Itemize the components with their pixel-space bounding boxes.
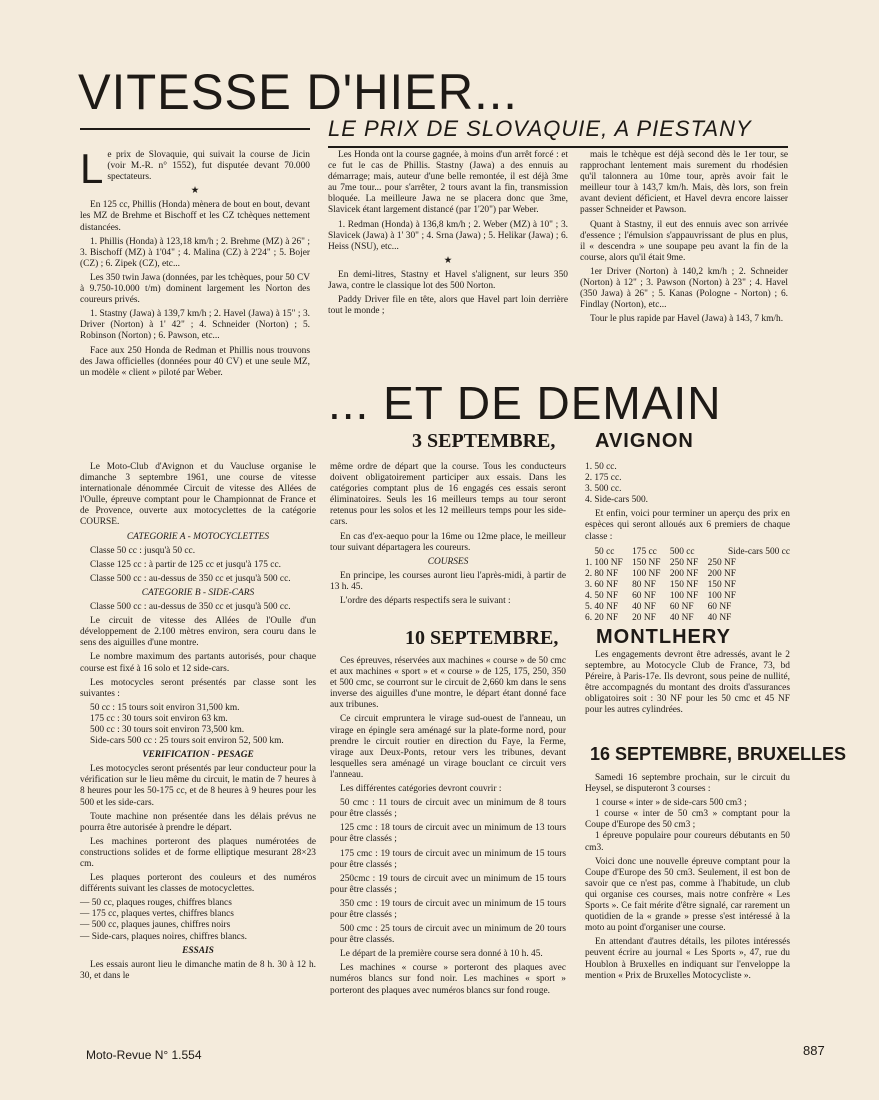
- prize-table: [585, 547, 790, 624]
- paragraph: — 175 cc, plaques vertes, chiffres blancs: [80, 909, 234, 920]
- paragraph: Face aux 250 Honda de Redman et Phillis nous trouvons des Jawa officielles (données pour 40 CV) et une seule MZ, un modèle « client » piloté par Weber.: [80, 345, 310, 378]
- paragraph: Tour le plus rapide par Havel (Jawa) à 143, 7 km/h.: [590, 314, 784, 325]
- dropcap: L: [80, 145, 104, 192]
- table-cell: 4.: [585, 590, 593, 601]
- class-item: 2. 175 cc.: [585, 473, 622, 484]
- paragraph: Ce circuit empruntera le virage sud-ouest de l'anneau, un virage en épingle sera aménagé sur la plate-forme nord, pour prendre le circuit routier en direction du Faye, la Ferme, virage aux Deux-Ponts, retour vers les tribunes, devant lesquelles sera aménagé un virage bouclant ce circuit vers l'anneau.: [330, 714, 566, 780]
- table-cell: 60 NF: [669, 601, 694, 612]
- paragraph: Les machines « course » porteront des plaques avec numéros blancs sur fond noir. Les machines « sport » porteront des plaques avec numéros blancs sur fond rouge.: [330, 963, 566, 996]
- table-cell: 60 NF: [594, 579, 619, 590]
- paragraph: Les plaques porteront des couleurs et des numéros différents suivant les classes de motocyclettes.: [80, 873, 316, 895]
- table-cell: 100 NF: [669, 590, 699, 601]
- table-cell: 150 NF: [669, 579, 699, 590]
- paragraph: Et enfin, voici pour terminer un aperçu des prix en espèces qui seront alloués aux 6 premiers de chaque classe :: [585, 509, 790, 542]
- paragraph: 250cmc : 19 tours de circuit avec un minimum de 15 tours pour être classés ;: [330, 873, 566, 895]
- paragraph: Le départ de la première course sera donné à 10 h. 45.: [340, 949, 543, 960]
- paragraph: Quant à Stastny, il eut des ennuis avec son arrivée d'essence ; l'émulsion s'appauvrissant de plus en plus, il « descendra » une soupape peu avant la fin de la course, alors qu'il était 9me.: [580, 219, 788, 263]
- paragraph: — 50 cc, plaques rouges, chiffres blancs: [80, 898, 232, 909]
- paragraph: 1er Driver (Norton) à 140,2 km/h ; 2. Schneider (Norton) à 12" ; 3. Pawson (Norton) à 23" ; 4. Havel (350 Jawa) à 26" ; 5. Kanas (Pologne - Norton) ; 6. Findlay (Norton), etc...: [580, 266, 788, 311]
- paragraph: 1. Stastny (Jawa) à 139,7 km/h ; 2. Havel (Jawa) à 15" ; 3. Driver (Norton) à 1' 42" ; 4. Schneider (Norton) ; 5. Robinson (Norton) ; 6. Pawson, etc...: [80, 309, 310, 342]
- table-cell: 1.: [585, 557, 593, 568]
- avignon-col-2: [330, 462, 566, 610]
- table-cell: 250 NF: [669, 557, 699, 568]
- paragraph: 1. Phillis (Honda) à 123,18 km/h ; 2. Brehme (MZ) à 26" ; 3. Bischoff (MZ) à 1'04" ; 4. Malina (CZ) à 2'24" ; 5. Bojer (CZ) ; 6. Zipek (CZ), etc...: [80, 236, 310, 269]
- paragraph: 350 cmc : 19 tours de circuit avec un minimum de 15 tours pour être classés ;: [330, 898, 566, 920]
- category-b-heading: CATEGORIE B - SIDE-CARS: [141, 587, 255, 598]
- table-row: [585, 602, 790, 613]
- paragraph: Les machines porteront des plaques numérotées de constructions solides et de forme elliptique mesurant 28×23 cm.: [80, 836, 316, 869]
- table-cell: 2.: [585, 568, 593, 579]
- paragraph: Paddy Driver file en tête, alors que Havel part loin derrière tout le monde ;: [328, 295, 568, 317]
- table-cell: 20 NF: [632, 612, 656, 623]
- table-row: [585, 580, 790, 591]
- paragraph: Les différentes catégories devront couvrir :: [340, 784, 502, 795]
- paragraph: — Side-cars, plaques noires, chiffres blancs.: [80, 931, 247, 942]
- paragraph: Le circuit de vitesse des Allées de l'Oulle d'un développement de 2.100 mètres environ, sera couru dans le sens des aiguilles d'une montre.: [80, 616, 316, 649]
- table-cell: 6.: [585, 612, 593, 623]
- paragraph: — 500 cc, plaques jaunes, chiffres noirs: [80, 920, 231, 931]
- table-cell: 250 NF: [707, 557, 736, 568]
- headline-demain: ... ET DE DEMAIN: [328, 377, 722, 429]
- paragraph: Classe 500 cc : au-dessus de 350 cc et jusqu'à 500 cc.: [90, 573, 291, 584]
- paragraph: Classe 500 cc : au-dessus de 350 cc et jusqu'à 500 cc.: [90, 602, 291, 613]
- slovaquie-col-1: [80, 145, 310, 382]
- table-cell: 60 NF: [632, 590, 656, 601]
- table-header-row: [585, 547, 790, 558]
- table-cell: 100 NF: [594, 557, 623, 568]
- class-item: 4. Side-cars 500.: [585, 495, 649, 506]
- table-cell: 80 NF: [632, 579, 656, 590]
- table-cell: 150 NF: [632, 557, 661, 568]
- table-row: [585, 569, 790, 580]
- table-cell: 50 NF: [594, 590, 619, 601]
- page-number: 887: [803, 1043, 825, 1058]
- avignon-col-1: [80, 462, 316, 985]
- paragraph: Les 350 twin Jawa (données, par les tchèques, pour 50 CV à 9.750-10.000 t/m) dominent largement les Norton des coureurs privés.: [80, 272, 310, 306]
- paragraph: En 125 cc, Phillis (Honda) mènera de bout en bout, devant les MZ de Brehme et Bischoff et les CZ tchèques nettement distancées.: [80, 200, 310, 233]
- paragraph: Le Moto-Club d'Avignon et du Vaucluse organise le dimanche 3 septembre 1961, une course de vitesse internationale dénommée Circuit de vitesse des Allées de l'Oulle, épreuve comptant pour le Championnat de France et de Provence, ouverte aux motocyclettes de la catégorie COURSE.: [80, 462, 316, 528]
- paragraph: Le nombre maximum des partants autorisés, pour chaque course est fixé à 16 solo et 12 side-cars.: [80, 652, 316, 674]
- paragraph: Les essais auront lieu le dimanche matin de 8 h. 30 à 12 h. 30, et dans le: [80, 959, 316, 981]
- star-separator: ★: [190, 186, 200, 197]
- table-row: [585, 558, 790, 569]
- category-a-heading: CATEGORIE A - MOTOCYCLETTES: [126, 531, 270, 542]
- paragraph: Classe 125 cc : à partir de 125 cc et jusqu'à 175 cc.: [90, 559, 281, 570]
- table-cell: 40 NF: [594, 601, 619, 612]
- courses-heading: COURSES: [427, 556, 469, 567]
- paragraph: Les engagements devront être adressés, avant le 2 septembre, au Motocycle Club de France, 73, bd Péreire, à Paris-17e. Ils devront, sous peine de nullité, être accompagnés du montant des droits d'assurances obligatoires soit : 30 NF pour les 50 cmc et 45 NF pour les autres cylindrées.: [585, 650, 790, 716]
- table-cell: 100 NF: [707, 590, 736, 601]
- essais-heading: ESSAIS: [182, 945, 214, 956]
- table-row: [585, 591, 790, 602]
- table-cell: 40 NF: [707, 612, 732, 623]
- paragraph: 175 cc : 30 tours soit environ 63 km.: [90, 713, 228, 724]
- paragraph: En principe, les courses auront lieu l'après-midi, à partir de 13 h. 45.: [330, 570, 566, 592]
- montlhery-date: 10 SEPTEMBRE,: [405, 627, 559, 649]
- paragraph: 1. Redman (Honda) à 136,8 km/h ; 2. Weber (MZ) à 10" ; 3. Slavicek (Jawa) à 1' 30" ; 4. Srna (Jawa) ; 5. Helikar (Jawa) ; 6. Heiss (NSU), etc...: [328, 219, 568, 252]
- table-cell: 20 NF: [594, 612, 619, 623]
- paragraph: 1 course « inter de 50 cm3 » comptant pour la Coupe d'Europe des 50 cm3 ;: [585, 809, 790, 831]
- paragraph: 1 course « inter » de side-cars 500 cm3 ;: [595, 798, 747, 809]
- table-cell: 100 NF: [632, 568, 661, 579]
- paragraph: Side-cars 500 cc : 25 tours soit environ 52, 500 km.: [90, 736, 284, 747]
- paragraph: Ces épreuves, réservées aux machines « course » de 50 cmc et aux machines « sport » et « course » de 125, 175, 250, 350 et 500 cmc, se courront sur le circuit de 2,660 km dans le sens inverse des aiguilles d'une montre, le départ étant donné face aux tribunes.: [330, 656, 566, 711]
- paragraph: Voici donc une nouvelle épreuve comptant pour la Coupe d'Europe des 50 cm3. Seulement, il est bon de savoir que ce n'est pas, comme à l'habitude, un club qui organise ces courses, mais notre confrère « Les Sports ». Ce fait mérite d'être signalé, car rarement un quotidien de la « grande » presse s'est intéressé à la moto au point d'organiser une course.: [585, 856, 790, 934]
- paragraph: Les Honda ont la course gagnée, à moins d'un arrêt forcé : et ce fut le cas de Phillis. Stastny (Jawa) a des ennuis au démarrage; mais, auteur d'une belle remontée, il est déjà 3me au 7me tour... pour s'arrêter, 2 tours avant la fin, transmission bloquée. La meilleure Jawa ne se placera donc que 3me, Slavicek étant largement distancé (par 1'20") par Weber.: [328, 150, 568, 216]
- table-cell: 60 NF: [707, 601, 732, 612]
- avignon-place: AVIGNON: [595, 430, 694, 452]
- table-cell: 200 NF: [707, 568, 736, 579]
- class-item: 3. 500 cc.: [585, 484, 622, 495]
- paragraph: En demi-litres, Stastny et Havel s'alignent, sur leurs 350 Jawa, contre le classique lot des 500 Norton.: [328, 269, 568, 292]
- avignon-col-3: [585, 462, 790, 624]
- verification-heading: VERIFICATION - PESAGE: [142, 750, 254, 761]
- table-cell: 5.: [585, 601, 593, 612]
- montlhery-col-3: [585, 650, 790, 720]
- paragraph: Les motocycles seront présentés par classe sont les suivantes :: [80, 677, 316, 699]
- paragraph: 1 épreuve populaire pour coureurs débutants en 50 cm3.: [585, 831, 790, 853]
- paragraph: L'ordre des départs respectifs sera le suivant :: [340, 596, 511, 607]
- table-header: 175 cc: [632, 546, 657, 557]
- paragraph: Classe 50 cc : jusqu'à 50 cc.: [90, 545, 196, 556]
- paragraph: mais le tchèque est déjà second dès le 1er tour, se rapprochant lentement mais surement du rhodésien qu'il talonnera au 10me tour, après avoir fait le meilleur tour à 143,7 km/h. Mais, dès lors, son frein avant devient déficient, et Havel devra encore laisser passer Schneider et Pawson.: [580, 150, 788, 216]
- table-header: 500 cc: [669, 546, 695, 557]
- class-item: 1. 50 cc.: [585, 462, 617, 472]
- slovaquie-col-2: [328, 150, 568, 320]
- table-cell: 150 NF: [707, 579, 736, 590]
- paragraph: 175 cmc : 19 tours de circuit avec un minimum de 15 tours pour être classés ;: [330, 848, 566, 870]
- table-header: 50 cc: [594, 546, 615, 557]
- montlhery-col-2: [330, 656, 566, 1000]
- paragraph: 50 cc : 15 tours soit environ 31,500 km.: [90, 702, 240, 713]
- paragraph: même ordre de départ que la course. Tous les conducteurs doivent obligatoirement participer aux essais. Dans les catégories comptant plus de 16 engagés ces essais seront éliminatoires. Seuls les 16 meilleurs temps au tour seront retenus pour les solos et les 12 meilleurs temps pour les side-cars.: [330, 462, 566, 528]
- bruxelles-heading: 16 SEPTEMBRE, BRUXELLES: [590, 744, 847, 764]
- table-cell: 40 NF: [632, 601, 656, 612]
- paragraph: Toute machine non présentée dans les délais prévus ne pourra être autorisée à prendre le départ.: [80, 811, 316, 833]
- table-cell: 80 NF: [594, 568, 619, 579]
- paragraph: Samedi 16 septembre prochain, sur le circuit du Heysel, se disputeront 3 courses :: [585, 773, 790, 795]
- avignon-date: 3 SEPTEMBRE,: [412, 430, 556, 452]
- paragraph: Les motocycles seront présentés par leur conducteur pour la vérification sur le lieu même du circuit, le matin de 7 heures à 8 heures pour les 50-175 cc, et de 8 heures à 9 heures pour les 500 et les side-cars.: [80, 764, 316, 808]
- table-cell: 200 NF: [669, 568, 699, 579]
- headline-vitesse: VITESSE D'HIER...: [78, 64, 518, 120]
- paragraph: 500 cmc : 25 tours de circuit avec un minimum de 20 tours pour être classés.: [330, 924, 566, 946]
- star-separator: ★: [443, 255, 453, 266]
- rule-top-right: [328, 146, 788, 148]
- paragraph: En attendant d'autres détails, les pilotes intéressés peuvent écrire au journal « Les Sports », 47, rue du Houblon à Bruxelles en indiquant sur l'enveloppe la mention « Prix de Bruxelles Motocycliste ».: [585, 937, 790, 981]
- paragraph: En cas d'ex-aequo pour la 16me ou 12me place, le meilleur tour suivant départagera les coureurs.: [330, 531, 566, 553]
- table-row: [585, 613, 790, 624]
- headline-slovaquie: LE PRIX DE SLOVAQUIE, A PIESTANY: [328, 116, 752, 141]
- bruxelles-col: [585, 773, 790, 985]
- rule-top-left: [80, 128, 310, 130]
- slovaquie-col-3: [580, 150, 788, 328]
- magazine-footer: Moto-Revue N° 1.554: [86, 1048, 202, 1062]
- paragraph: 500 cc : 30 tours soit environ 73,500 km.: [90, 724, 245, 735]
- table-header: Side-cars 500 cc: [728, 546, 790, 557]
- table-cell: 40 NF: [669, 612, 694, 623]
- paragraph: e prix de Slovaquie, qui suivait la course de Jicin (voir M.-R. n° 1552), fut disputée devant 70.000 spectateurs.: [107, 150, 310, 183]
- paragraph: 50 cmc : 11 tours de circuit avec un minimum de 8 tours pour être classés ;: [330, 798, 566, 820]
- montlhery-place: MONTLHERY: [596, 626, 731, 648]
- table-cell: 3.: [585, 579, 593, 590]
- paragraph: 125 cmc : 18 tours de circuit avec un minimum de 13 tours pour être classés ;: [330, 823, 566, 845]
